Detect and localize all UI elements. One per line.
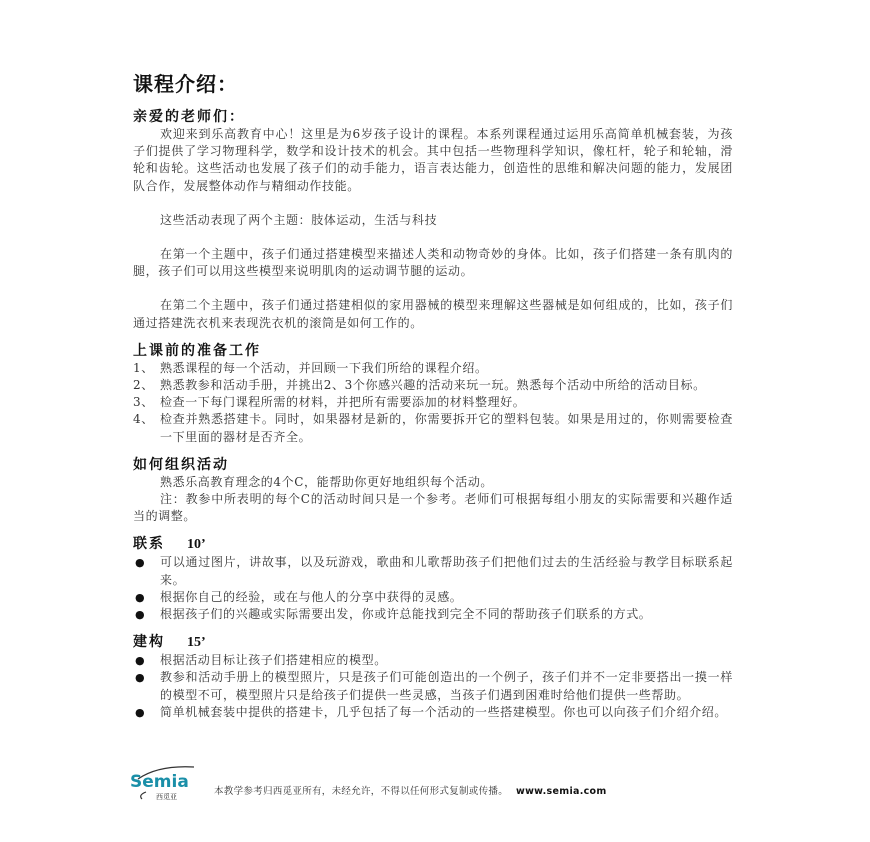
list-item xyxy=(133,377,733,394)
item-text: 简单机械套装中提供的搭建卡，几乎包括了每一个活动的一些搭建模型。你也可以向孩子们介绍介绍。 xyxy=(160,704,728,719)
page-footer xyxy=(128,765,728,805)
organize-paragraph-1: 熟悉乐高教育理念的4个C，能帮助你更好地组织每个活动。 xyxy=(160,474,494,489)
list-item xyxy=(133,360,733,377)
item-text: 熟悉教参和活动手册，并挑出2、3个你感兴趣的活动来玩一玩。熟悉每个活动中所给的活动目标。 xyxy=(160,378,706,393)
list-item xyxy=(133,554,733,588)
logo-subtext: 西觅亚 xyxy=(156,793,177,801)
copyright-note xyxy=(214,783,607,797)
connect-time: 10’ xyxy=(187,537,206,553)
intro-paragraph: 欢迎来到乐高教育中心！这里是为6岁孩子设计的课程。本系列课程通过运用乐高简单机械套装，为孩子们提供了学习物理科学，数学和设计技术的机会。其中包括一些物理科学知识，像杠杆，轮子和轮轴，滑轮和齿轮。这些活动也发展了孩子们的动手能力，语言表达能力，创造性的思维和解决问题的能力，发展团队合作，发展整体动作与精细动作技能。 xyxy=(133,127,733,193)
list-item xyxy=(133,394,733,411)
bullet-icon: ● xyxy=(135,705,146,719)
item-number: 1、 xyxy=(133,360,154,375)
logo-text: Semia xyxy=(130,772,189,792)
item-number: 3、 xyxy=(133,395,154,410)
list-item xyxy=(133,652,733,669)
list-item xyxy=(133,411,733,445)
item-number: 2、 xyxy=(133,378,154,393)
theme1-paragraph: 在第一个主题中，孩子们通过搭建模型来描述人类和动物奇妙的身体。比如，孩子们搭建一条有肌肉的腿，孩子们可以用这些模型来说明肌肉的运动调节腿的运动。 xyxy=(133,247,733,279)
theme2-paragraph: 在第二个主题中，孩子们通过搭建相似的家用器械的模型来理解这些器械是如何组成的，比如，孩子们通过搭建洗衣机来表现洗衣机的滚筒是如何工作的。 xyxy=(133,298,733,330)
item-text: 教参和活动手册上的模型照片，只是孩子们可能创造出的一个例子，孩子们并不一定非要搭出一摸一样的模型不可，模型照片只是给孩子们提供一些灵感，当孩子们遇到困难时给他们提供一些帮助。 xyxy=(160,670,733,702)
themes-paragraph: 这些活动表现了两个主题：肢体运动，生活与科技 xyxy=(160,212,438,227)
connect-heading xyxy=(133,535,733,554)
list-item xyxy=(133,606,733,623)
bullet-icon: ● xyxy=(135,608,146,622)
list-item xyxy=(133,669,733,703)
prep-heading: 上课前的准备工作 xyxy=(133,342,261,359)
prep-list xyxy=(133,360,733,446)
item-text: 根据活动目标让孩子们搭建相应的模型。 xyxy=(160,653,387,668)
item-text: 根据孩子们的兴趣或实际需要出发，你或许总能找到完全不同的帮助孩子们联系的方式。 xyxy=(160,607,652,622)
page-title: 课程介绍： xyxy=(133,72,238,96)
semia-logo xyxy=(128,765,200,801)
item-text: 检查并熟悉搭建卡。同时，如果器材是新的，你需要拆开它的塑料包装。如果是用过的，你则需要检查一下里面的器材是否齐全。 xyxy=(160,412,733,444)
item-text: 可以通过图片，讲故事，以及玩游戏，歌曲和儿歌帮助孩子们把他们过去的生活经验与教学目标联系起来。 xyxy=(160,555,733,587)
bullet-icon: ● xyxy=(135,654,146,668)
item-text: 检查一下每门课程所需的材料，并把所有需要添加的材料整理好。 xyxy=(160,395,526,410)
organize-paragraph-2: 注：教参中所表明的每个C的活动时间只是一个参考。老师们可根据每组小朋友的实际需要和兴趣作适当的调整。 xyxy=(133,492,733,524)
construct-time: 15’ xyxy=(187,635,206,651)
copyright-text: 本教学参考归西觅亚所有，未经允许，不得以任何形式复制或传播。 xyxy=(214,786,509,797)
bullet-icon: ● xyxy=(135,590,146,604)
document-page xyxy=(133,72,733,721)
construct-heading-label: 建构 xyxy=(133,634,165,651)
organize-heading: 如何组织活动 xyxy=(133,456,229,473)
bullet-icon: ● xyxy=(135,671,146,685)
item-text: 熟悉课程的每一个活动，并回顾一下我们所给的课程介绍。 xyxy=(160,360,488,375)
bullet-icon: ● xyxy=(135,556,146,570)
connect-heading-label: 联系 xyxy=(133,536,165,553)
website-link[interactable]: www.semia.com xyxy=(516,786,607,797)
construct-list xyxy=(133,652,733,721)
item-number: 4、 xyxy=(133,412,154,427)
item-text: 根据你自己的经验，或在与他人的分享中获得的灵感。 xyxy=(160,589,463,604)
greeting-heading: 亲爱的老师们： xyxy=(133,109,245,125)
list-item xyxy=(133,704,733,721)
construct-heading xyxy=(133,633,733,652)
connect-list xyxy=(133,554,733,623)
list-item xyxy=(133,589,733,606)
